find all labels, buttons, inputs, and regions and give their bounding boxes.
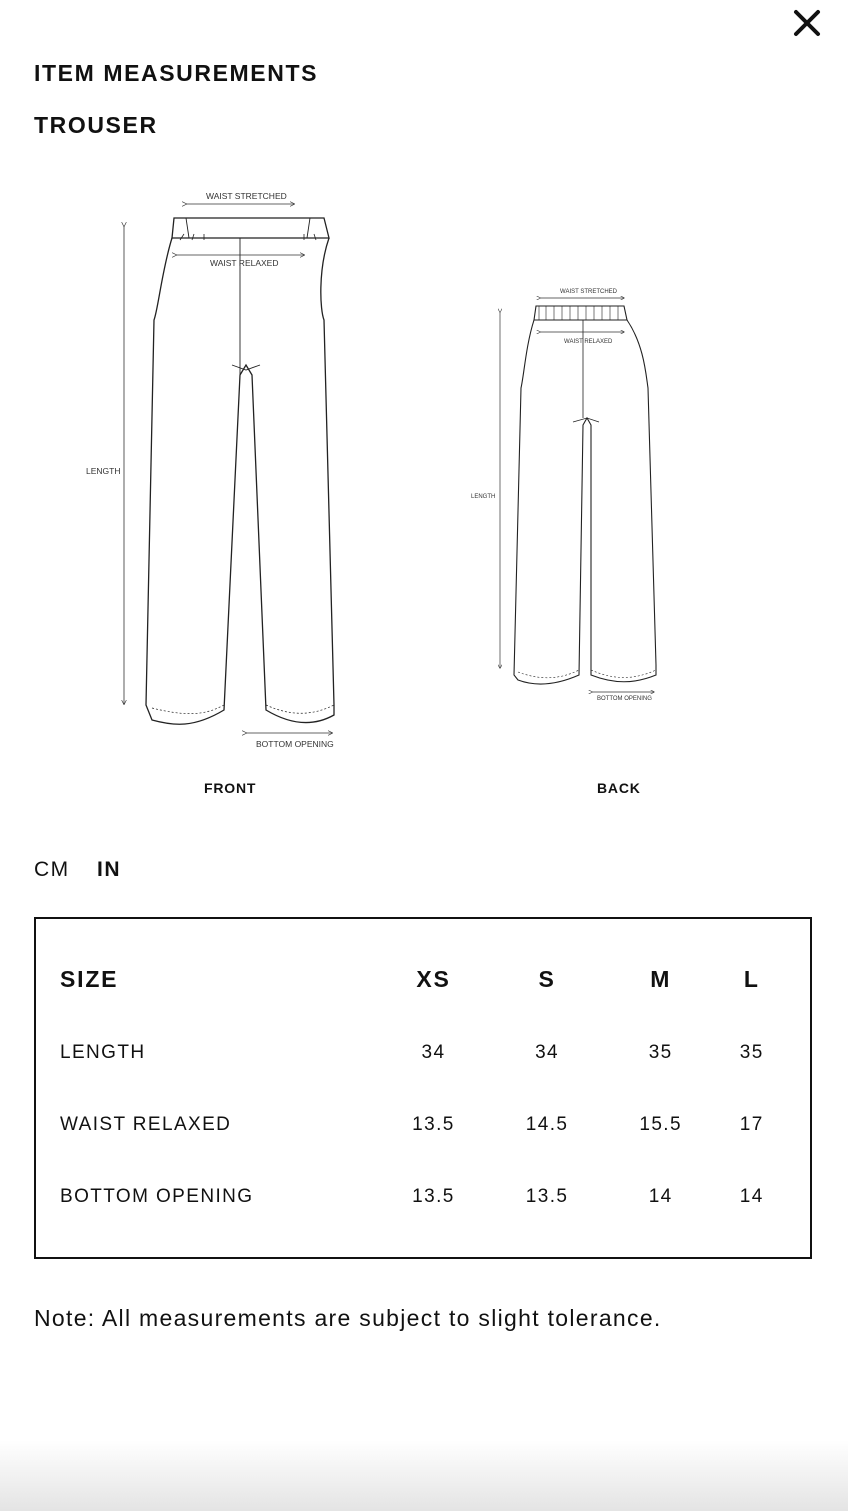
product-type: TROUSER: [34, 112, 158, 138]
back-view-label: BACK: [597, 780, 641, 796]
back-length-label: LENGTH: [471, 494, 496, 500]
front-trouser-drawing: [146, 218, 334, 724]
close-icon: [788, 4, 826, 42]
unit-in-button[interactable]: IN: [97, 858, 122, 881]
tolerance-note: Note: All measurements are subject to slight tolerance.: [34, 1305, 662, 1331]
unit-cm-button[interactable]: CM: [34, 858, 70, 881]
table-cell: 14.5: [525, 1114, 569, 1135]
column-header-xs: XS: [416, 965, 451, 992]
column-header-m: M: [650, 965, 672, 992]
row-label: LENGTH: [60, 1042, 146, 1063]
front-bottom-opening-label: BOTTOM OPENING: [256, 739, 334, 749]
back-trouser-drawing: [514, 306, 656, 684]
front-waist-stretched-label: WAIST STRETCHED: [206, 191, 287, 201]
unit-toggle: [34, 858, 141, 882]
back-bottom-opening-label: BOTTOM OPENING: [597, 696, 652, 702]
close-button[interactable]: [788, 4, 826, 42]
table-cell: 15.5: [639, 1114, 682, 1135]
row-label: BOTTOM OPENING: [60, 1186, 254, 1207]
column-header-s: S: [538, 965, 556, 992]
table-cell: 34: [535, 1042, 560, 1063]
trouser-sketch: [34, 160, 814, 830]
table-row: [60, 1161, 786, 1233]
table-cell: 14: [648, 1186, 673, 1207]
table-cell: 34: [421, 1042, 446, 1063]
table-cell: 13.5: [412, 1186, 455, 1207]
front-dimension-lines: [124, 204, 332, 733]
table-cell: 13.5: [525, 1186, 569, 1207]
measurement-diagram: [34, 160, 814, 830]
table-row: [60, 1017, 786, 1089]
front-length-label: LENGTH: [86, 466, 121, 476]
table-cell: 14: [739, 1186, 764, 1207]
table-cell: 13.5: [412, 1114, 455, 1135]
column-header-size: SIZE: [60, 965, 119, 992]
front-waist-relaxed-label: WAIST RELAXED: [210, 258, 279, 268]
size-table: [60, 941, 786, 1233]
back-dimension-lines: [500, 298, 654, 692]
row-label: WAIST RELAXED: [60, 1114, 232, 1135]
size-chart: [34, 917, 812, 1259]
back-waist-relaxed-label: WAIST RELAXED: [564, 339, 613, 345]
table-row: [60, 1089, 786, 1161]
bottom-fade: [0, 1440, 848, 1511]
back-waist-stretched-label: WAIST STRETCHED: [560, 289, 618, 295]
table-cell: 35: [739, 1042, 764, 1063]
front-view-label: FRONT: [204, 780, 257, 796]
column-header-l: L: [743, 965, 760, 992]
table-cell: 35: [648, 1042, 673, 1063]
table-cell: 17: [739, 1114, 764, 1135]
modal-title: ITEM MEASUREMENTS: [34, 60, 319, 86]
table-header-row: [60, 941, 786, 1017]
